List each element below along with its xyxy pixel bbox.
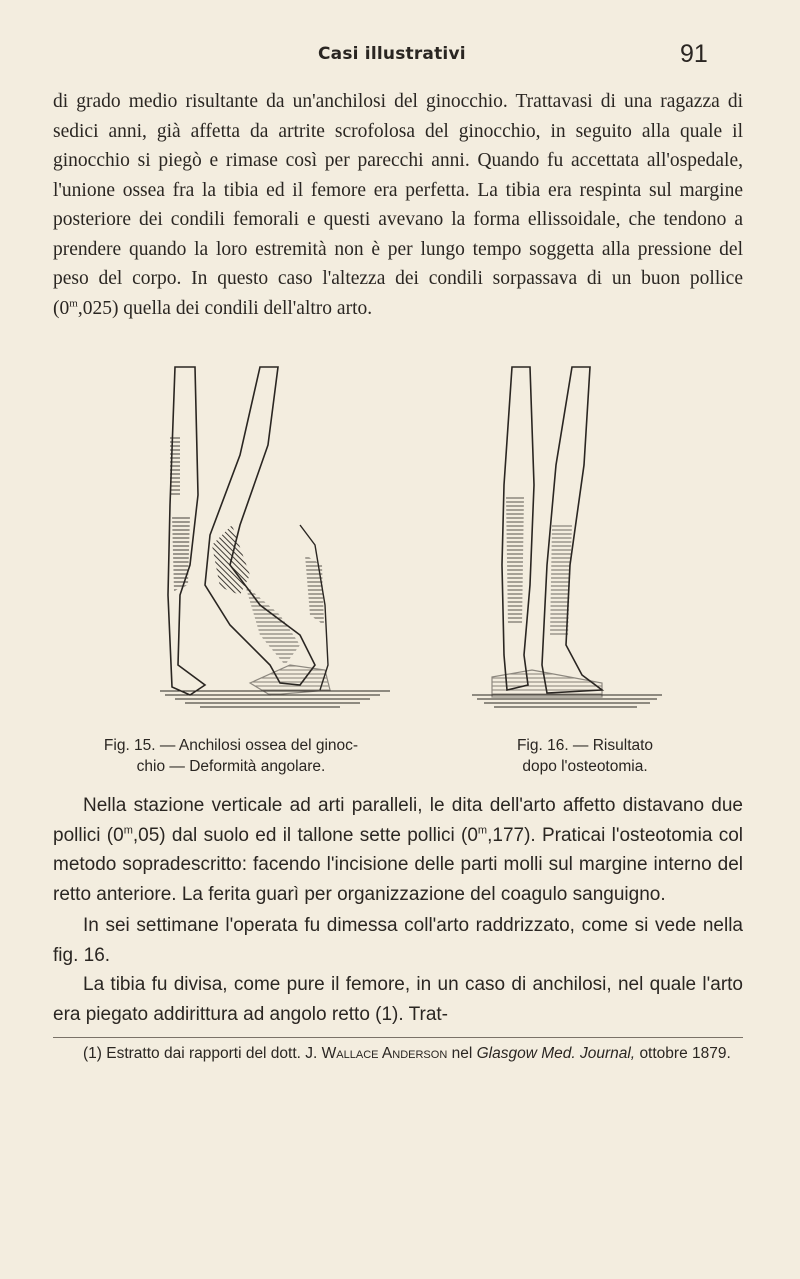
fig15-caption-line1: Fig. 15. — Anchilosi ossea del ginoc- <box>103 737 359 754</box>
footnote <box>53 1043 743 1064</box>
page-number: 91 <box>680 40 708 68</box>
paragraph-2 <box>53 791 743 909</box>
fig16-caption-line1: Fig. 16. — Risultato <box>516 737 654 754</box>
unit-sup-1: m <box>123 824 133 837</box>
measure-suffix: ,025) quella dei condili dell'altro arto. <box>77 297 373 319</box>
fig15-illustration <box>150 365 420 720</box>
fig15-caption <box>72 735 390 777</box>
paragraph-2-part-a: Nella stazione verticale ad arti paralleli, le dita dell'arto affetto distavano due pollici (0 <box>53 795 743 846</box>
paragraph-1-text: di grado medio risultante da un'anchilosi del ginocchio. Trattavasi di una ragazza di sedici anni, già affetta da artrite scrofolosa del ginocchio, in seguito alla quale il ginocchio si piegò e rimase così per parecchi anni. Quando fu accettata all'ospedale, l'unione ossea fra la tibia ed il femore era perfetta. La tibia era respinta sul margine posteriore dei condili femorali e questi avevano la forma ellissoidale, che tendono a prendere quando la loro estremità non è per lungo tempo soggetta alla pressione del peso del corpo. In questo caso l'altezza dei condili sorpassava di un buon pollice <box>53 91 743 289</box>
footnote-text-c: ottobre 1879. <box>639 1045 731 1062</box>
measure-unit: m <box>69 297 78 309</box>
fig16-illustration <box>452 365 712 720</box>
paragraph-1 <box>53 87 743 323</box>
paragraph-2-part-b: ,05) dal suolo ed il tallone sette pollici (0 <box>132 824 478 846</box>
page-header <box>0 40 800 70</box>
fig15-caption-line2: chio — Deformità angolare. <box>136 758 326 775</box>
unit-sup-2: m <box>477 824 488 837</box>
footnote-rule <box>53 1037 743 1038</box>
footnote-author: Wallace Anderson <box>321 1045 448 1062</box>
paragraph-4: La tibia fu divisa, come pure il femore, in un caso di anchilosi, nel quale l'arto era piegato addirittura ad angolo retto (1). Trat- <box>53 974 743 1025</box>
footnote-journal: Glasgow Med. Journal, <box>476 1045 636 1062</box>
measure-prefix: (0 <box>53 297 70 319</box>
paragraph-2-part-c: ,177). Praticai l'osteotomia col metodo sopradescritto: facendo l'incisione delle parti molli sul margine interno del retto anteriore. La ferita guarì per organizzazione del coagulo sanguigno. <box>53 824 743 905</box>
fig16-caption <box>435 735 735 777</box>
paragraph-3: In sei settimane l'operata fu dimessa coll'arto raddrizzato, come si vede nella fig. 16. <box>53 915 743 966</box>
footnote-text-a: (1) Estratto dai rapporti del dott. J. <box>83 1045 318 1062</box>
footnote-text-b: nel <box>451 1045 473 1062</box>
running-title: Casi illustrativi <box>318 44 466 64</box>
figures-area <box>0 365 800 725</box>
fig16-caption-line2: dopo l'osteotomia. <box>522 758 648 775</box>
